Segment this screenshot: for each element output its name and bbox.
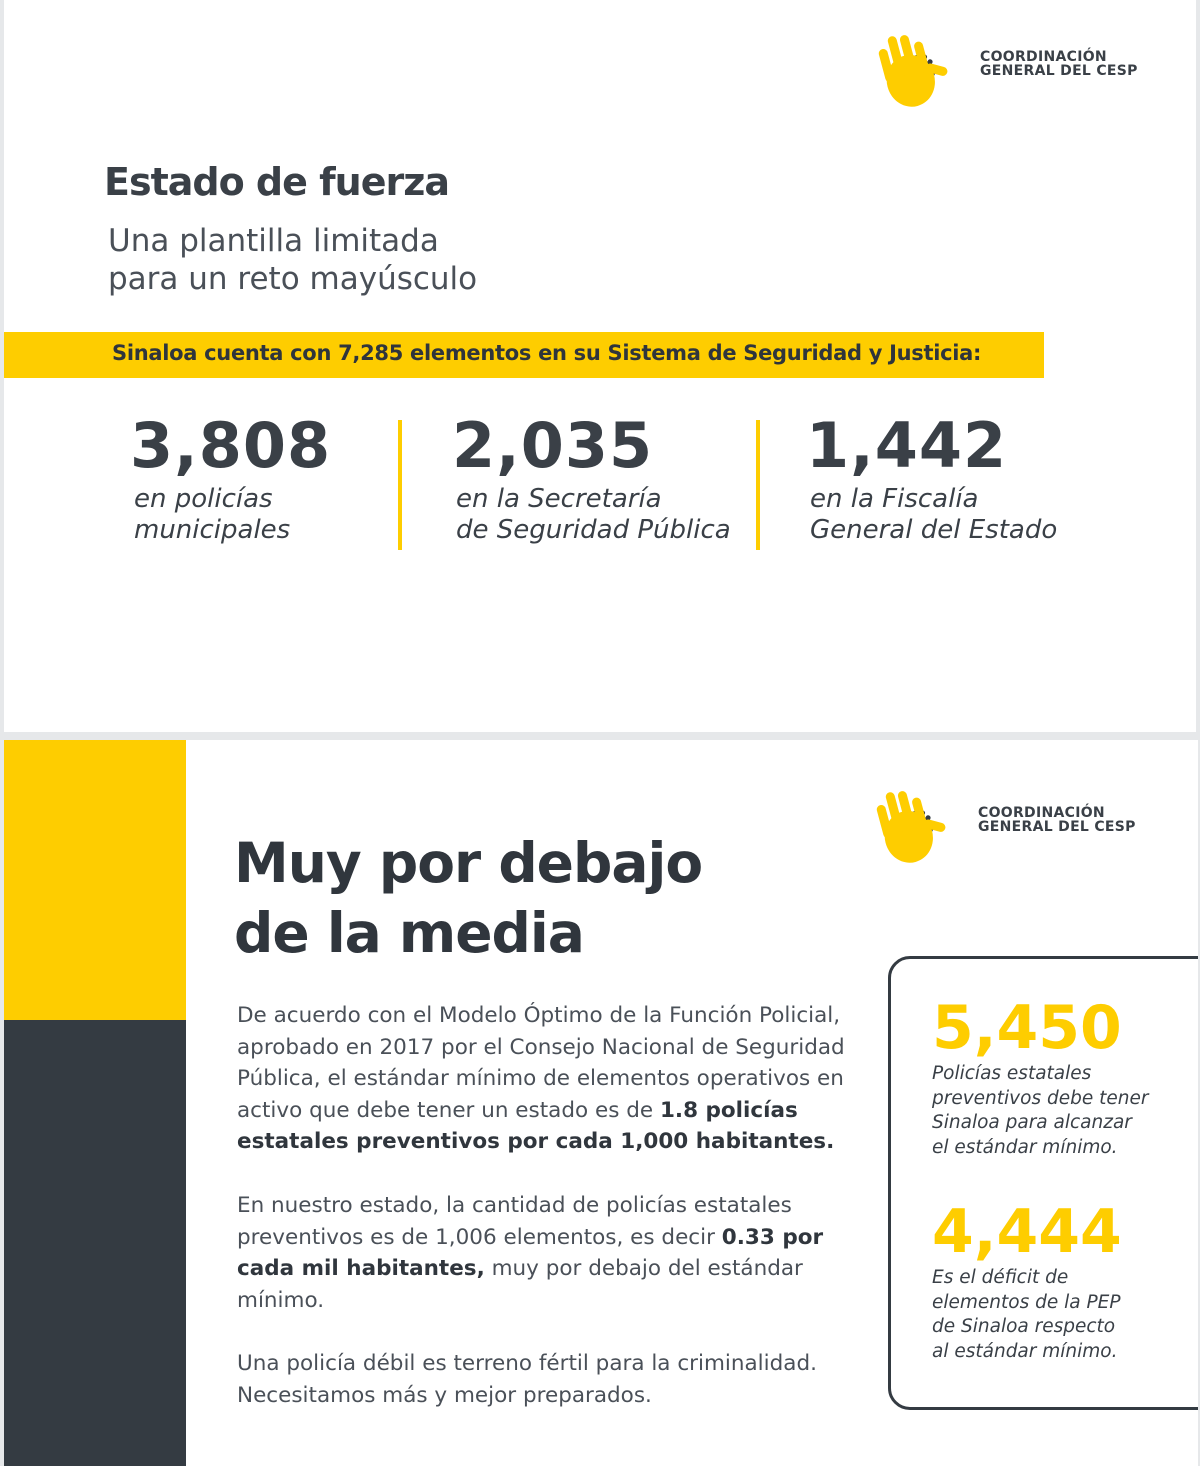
stat-label-line-2: General del Estado	[810, 515, 1058, 545]
hands-icon	[858, 14, 978, 114]
box-stat-deficit	[932, 1197, 1122, 1364]
highlight-banner	[4, 332, 1044, 378]
subtitle-line-2: para un reto mayúsculo	[108, 261, 478, 297]
stat-municipal	[130, 410, 331, 546]
accent-block-yellow	[4, 740, 186, 1020]
stat-value: 1,442	[806, 409, 1008, 482]
stat-label	[806, 484, 1057, 546]
box-stat-value: 5,450	[932, 993, 1122, 1063]
page-subtitle	[108, 222, 628, 298]
subtitle-line-1: Una plantilla limitada	[108, 223, 439, 259]
page-title: Estado de fuerza	[104, 160, 449, 204]
title-line-1: Muy por debajo	[234, 831, 703, 895]
text-run: muy por debajo del estándar mínimo.	[237, 1256, 803, 1313]
box-stat-label	[932, 1266, 1122, 1364]
slide-muy-por-debajo	[4, 740, 1198, 1466]
stat-label-line-2: de Seguridad Pública	[456, 515, 731, 545]
box-stat-line: al estándar mínimo.	[932, 1340, 1118, 1362]
logo	[856, 770, 1136, 870]
box-stat-line: preventivos debe tener	[932, 1087, 1149, 1109]
stat-label-line-2: municipales	[134, 515, 291, 545]
text-run: De acuerdo con el Modelo Óptimo de la Función Policial, aprobado en 2017 por el Consejo Nacional de Seguridad Pública, el estándar mínimo de elementos operativos en activo que debe tener un estado es de	[237, 1003, 845, 1123]
text-run-bold: 1.8 policías estatales preventivos por cada 1,000 habitantes.	[237, 1097, 835, 1154]
logo	[858, 14, 1138, 114]
banner-text: Sinaloa cuenta con 7,285 elementos en su Sistema de Seguridad y Justicia:	[112, 341, 982, 365]
logo-line-2: GENERAL DEL CESP	[978, 819, 1136, 835]
logo-line-1: COORDINACIÓN	[980, 49, 1107, 65]
stat-fiscalia	[806, 410, 1057, 546]
box-stat-line: el estándar mínimo.	[932, 1136, 1118, 1158]
stat-value: 2,035	[452, 409, 654, 482]
paragraph-state	[237, 1190, 877, 1316]
box-stat-label	[932, 1062, 1148, 1160]
box-stat-line: Policías estatales	[932, 1063, 1092, 1084]
box-stat-value: 4,444	[932, 1197, 1122, 1267]
stat-label	[130, 484, 331, 546]
box-stat-line: elementos de la PEP	[932, 1291, 1121, 1313]
logo-line-1: COORDINACIÓN	[978, 805, 1105, 821]
stat-label	[452, 484, 731, 546]
box-stat-line: Es el déficit de	[932, 1267, 1069, 1288]
stat-value: 3,808	[130, 409, 332, 482]
text-run-bold: 0.33 por cada mil habitantes,	[237, 1224, 824, 1281]
stat-label-line-1: en la Fiscalía	[810, 484, 979, 514]
box-stat-line: Sinaloa para alcanzar	[932, 1112, 1132, 1133]
title-line-2: de la media	[234, 901, 584, 965]
text-run: En nuestro estado, la cantidad de policías estatales preventivos es de 1,006 elementos, es decir	[237, 1193, 792, 1250]
slide-estado-de-fuerza	[4, 0, 1196, 732]
box-stat-line: de Sinaloa respecto	[932, 1316, 1116, 1337]
section-title	[234, 828, 702, 968]
accent-block-dark	[4, 1020, 186, 1466]
logo-line-2: GENERAL DEL CESP	[980, 63, 1138, 79]
stat-label-line-1: en policías	[134, 484, 273, 514]
box-stat-required	[932, 993, 1149, 1160]
paragraph-standard	[237, 1000, 877, 1158]
divider	[398, 420, 402, 550]
divider	[756, 420, 760, 550]
stat-ssp	[452, 410, 731, 546]
paragraph-closing: Una policía débil es terreno fértil para la criminalidad. Necesitamos más y mejor preparados.	[237, 1351, 817, 1408]
hands-icon	[856, 770, 976, 870]
stat-label-line-1: en la Secretaría	[456, 484, 662, 514]
